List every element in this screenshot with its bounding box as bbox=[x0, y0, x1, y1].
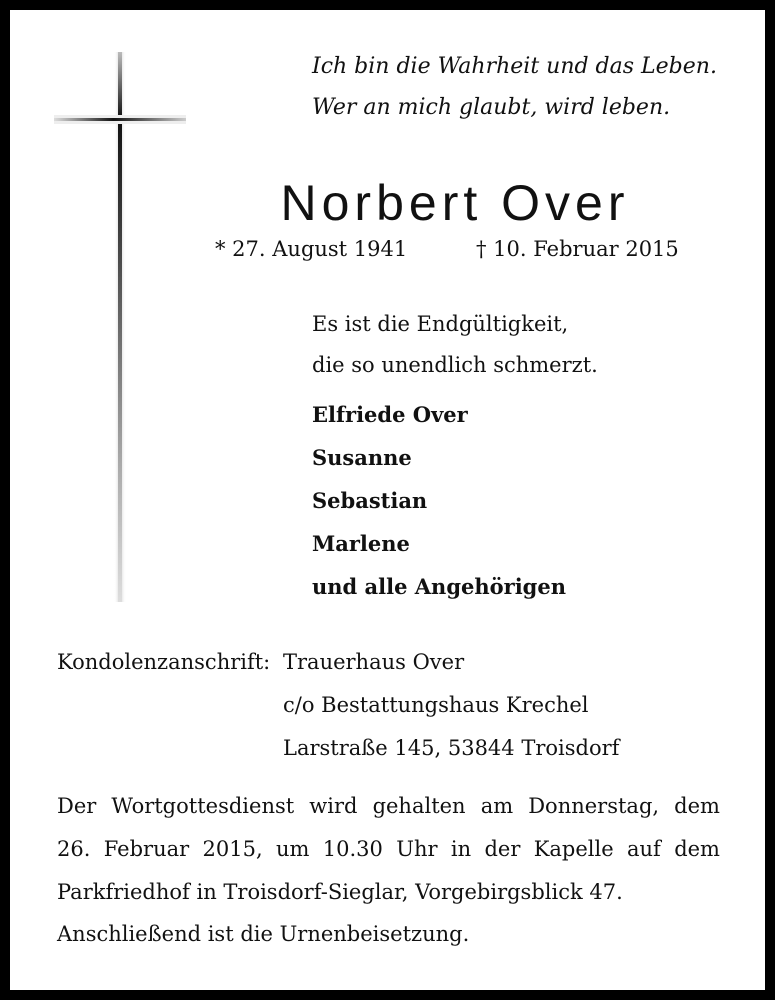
death-date: † 10. Februar 2015 bbox=[476, 237, 679, 261]
bible-quote bbox=[312, 46, 717, 128]
condolence-address bbox=[57, 641, 619, 770]
service-word: 2015, bbox=[202, 837, 263, 861]
cross-icon bbox=[54, 52, 186, 602]
service-word: 10.30 bbox=[322, 837, 383, 861]
burial-notice: Anschließend ist die Urnenbeisetzung. bbox=[57, 922, 470, 946]
address-line: Trauerhaus Over bbox=[283, 650, 465, 674]
verse-line: Es ist die Endgültigkeit, bbox=[312, 312, 569, 336]
service-notice bbox=[57, 785, 720, 914]
service-line: Parkfriedhof in Troisdorf-Sieglar, Vorgebirgsblick 47. bbox=[57, 880, 623, 904]
quote-line: Wer an mich glaubt, wird leben. bbox=[312, 95, 671, 120]
mourners-list bbox=[312, 393, 566, 608]
service-word: Uhr bbox=[396, 837, 438, 861]
service-word: Wortgottesdienst bbox=[111, 794, 295, 818]
condolence-label: Kondolenzanschrift: bbox=[57, 650, 271, 674]
service-word: um bbox=[275, 837, 310, 861]
service-line bbox=[57, 828, 720, 871]
birth-date: * 27. August 1941 bbox=[215, 237, 408, 261]
mourner-name: Elfriede Over bbox=[312, 402, 468, 427]
quote-line: Ich bin die Wahrheit und das Leben. bbox=[312, 54, 717, 79]
service-word: am bbox=[480, 794, 514, 818]
service-word: wird bbox=[309, 794, 358, 818]
service-word: 26. bbox=[57, 837, 91, 861]
service-word: Der bbox=[57, 794, 97, 818]
service-word: Februar bbox=[103, 837, 190, 861]
address-line: c/o Bestattungshaus Krechel bbox=[283, 693, 589, 717]
mourner-name: Sebastian bbox=[312, 488, 428, 513]
address-line: Larstraße 145, 53844 Troisdorf bbox=[283, 736, 620, 760]
mourner-name: und alle Angehörigen bbox=[312, 574, 566, 599]
obituary-card bbox=[10, 10, 765, 990]
service-word: der bbox=[484, 837, 521, 861]
verse-line: die so unendlich schmerzt. bbox=[312, 353, 598, 377]
service-word: in bbox=[450, 837, 472, 861]
deceased-name: Norbert Over bbox=[280, 175, 630, 231]
service-word: Kapelle bbox=[533, 837, 614, 861]
service-word: auf bbox=[627, 837, 661, 861]
service-line bbox=[57, 785, 720, 828]
mourner-name: Marlene bbox=[312, 531, 410, 556]
service-word: dem bbox=[674, 794, 720, 818]
mourner-name: Susanne bbox=[312, 445, 412, 470]
memorial-verse bbox=[312, 304, 598, 386]
service-word: gehalten bbox=[372, 794, 466, 818]
service-word: Donnerstag, bbox=[528, 794, 660, 818]
service-word: dem bbox=[674, 837, 720, 861]
